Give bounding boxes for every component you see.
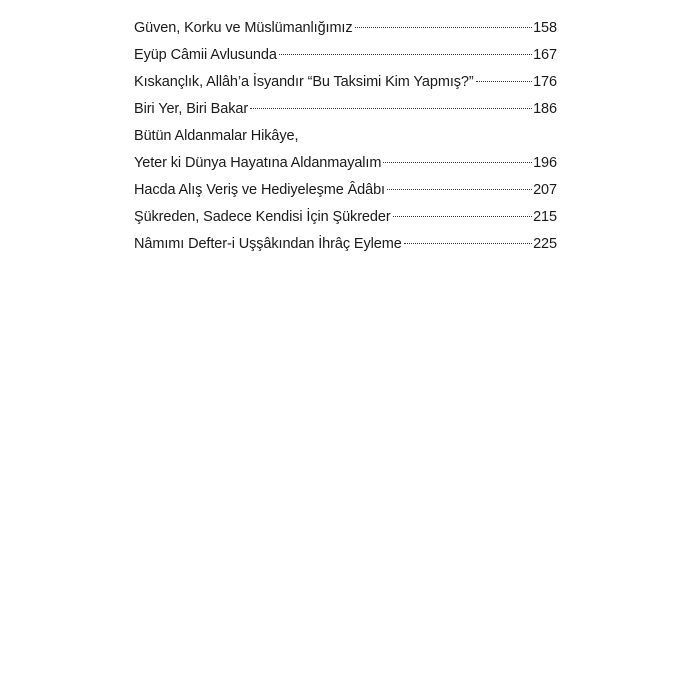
toc-entry	[134, 204, 557, 231]
dot-leader	[279, 54, 532, 55]
dot-leader	[404, 243, 532, 244]
dot-leader	[250, 108, 532, 109]
toc-entry-page: 207	[533, 182, 557, 198]
toc-entry-title: Şükreden, Sadece Kendisi İçin Şükreder	[134, 209, 391, 225]
toc-entry	[134, 177, 557, 204]
toc-entry-page: 167	[533, 47, 557, 63]
toc-entry-page: 225	[533, 236, 557, 252]
toc-entry	[134, 69, 557, 96]
toc-entry-title: Bütün Aldanmalar Hikâye,	[134, 128, 299, 144]
toc-entry-title: Hacda Alış Veriş ve Hediyeleşme Âdâbı	[134, 182, 385, 198]
dot-leader	[476, 81, 532, 82]
dot-leader	[355, 27, 533, 28]
dot-leader	[387, 189, 532, 190]
toc-entry-page: 196	[533, 155, 557, 171]
toc-entry-title: Biri Yer, Biri Bakar	[134, 101, 249, 117]
toc-entry-title: Güven, Korku ve Müslümanlığımız	[134, 20, 353, 36]
toc-entry	[134, 150, 557, 177]
toc-entry-title: Yeter ki Dünya Hayatına Aldanmayalım	[134, 155, 382, 171]
toc-entry-title: Kıskançlık, Allâh’a İsyandır “Bu Taksimi Kim Yapmış?”	[134, 74, 474, 90]
toc-entry	[134, 231, 557, 258]
toc-entry	[134, 96, 557, 123]
toc-entry-title: Eyüp Câmii Avlusunda	[134, 47, 277, 63]
toc-entry-title: Nâmımı Defter-i Uşşâkından İhrâç Eyleme	[134, 236, 402, 252]
toc-entry-page: 176	[533, 74, 557, 90]
dot-leader	[383, 162, 532, 163]
toc-entry-page: 186	[533, 101, 557, 117]
toc-entry-page: 158	[533, 20, 557, 36]
table-of-contents	[134, 15, 557, 258]
dot-leader	[393, 216, 533, 217]
toc-entry	[134, 15, 557, 42]
toc-entry-page: 215	[533, 209, 557, 225]
toc-entry-first-line	[134, 123, 557, 150]
toc-entry	[134, 42, 557, 69]
